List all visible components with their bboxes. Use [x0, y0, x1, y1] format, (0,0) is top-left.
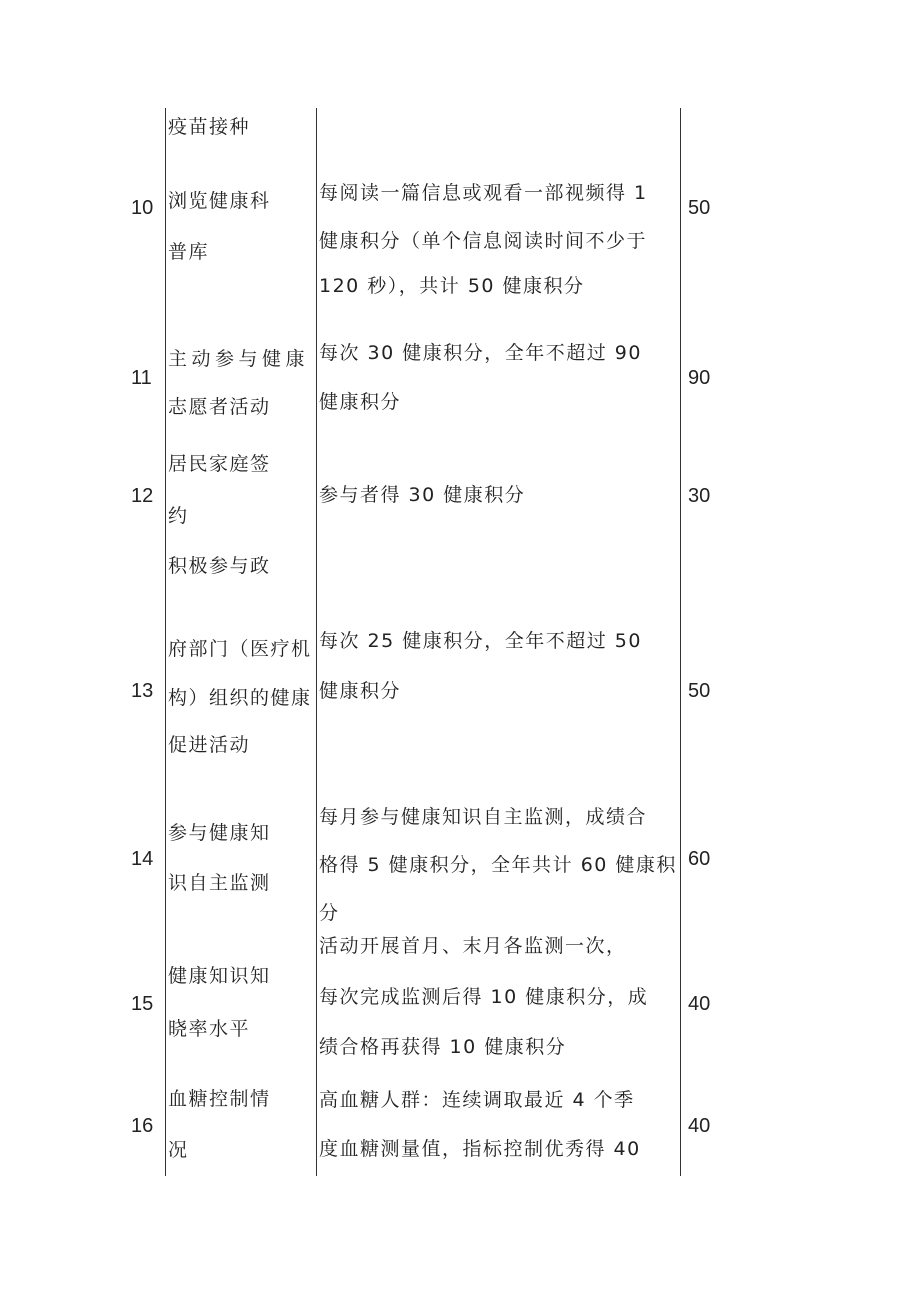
- row-points: 40: [688, 1115, 711, 1137]
- row-item-line: 府部门（医疗机: [168, 638, 312, 660]
- row-desc-line: 高血糖人群：连续调取最近 4 个季: [319, 1089, 635, 1111]
- column-divider-2: [316, 108, 317, 1176]
- row-number: 16: [131, 1115, 154, 1137]
- row-points: 30: [688, 485, 711, 507]
- row-item-line: 构）组织的健康: [168, 687, 312, 709]
- row-number: 15: [131, 993, 154, 1015]
- row-desc-line: 每次 30 健康积分，全年不超过 90: [319, 342, 642, 364]
- row-desc-line: 每月参与健康知识自主监测，成绩合: [319, 806, 648, 828]
- row-item-line: 况: [168, 1139, 189, 1161]
- row-item-line: 志愿者活动: [168, 396, 271, 418]
- row-item-line: 血糖控制情: [168, 1088, 271, 1110]
- row-number: 14: [131, 848, 154, 870]
- row-item-line: 识自主监测: [168, 872, 271, 894]
- row-desc-line: 每次 25 健康积分，全年不超过 50: [319, 630, 642, 652]
- row-item-line: 积极参与政: [168, 555, 271, 577]
- row-item-line: 浏览健康科: [168, 190, 271, 212]
- row-item-line: 居民家庭签: [168, 453, 271, 475]
- row-desc-line: 健康积分: [319, 680, 402, 702]
- row-desc-line: 每次完成监测后得 10 健康积分，成: [319, 986, 649, 1008]
- row-points: 60: [688, 848, 711, 870]
- row-points: 50: [688, 197, 711, 219]
- row-number: 12: [131, 485, 154, 507]
- row-item-line: 普库: [168, 241, 210, 263]
- row-desc-line: 格得 5 健康积分，全年共计 60 健康积: [319, 854, 677, 876]
- row-item-line: 参与健康知: [168, 822, 271, 844]
- row-desc-line: 参与者得 30 健康积分: [319, 484, 526, 506]
- row-item-line: 主动参与健康: [168, 348, 310, 370]
- row-desc-line: 健康积分（单个信息阅读时间不少于: [319, 230, 648, 252]
- row-item-line: 健康知识知: [168, 965, 271, 987]
- row-desc-line: 健康积分: [319, 391, 402, 413]
- row-points: 90: [688, 367, 711, 389]
- row-desc-line: 120 秒），共计 50 健康积分: [319, 275, 585, 297]
- row-number: 13: [131, 680, 154, 702]
- row-desc-line: 活动开展首月、末月各监测一次，: [319, 935, 627, 957]
- row-desc-line: 每阅读一篇信息或观看一部视频得 1: [319, 182, 648, 204]
- row-desc-line: 度血糖测量值，指标控制优秀得 40: [319, 1138, 641, 1160]
- row-item-line: 促进活动: [168, 734, 251, 756]
- column-divider-1: [165, 108, 166, 1176]
- row-item-line: 疫苗接种: [168, 116, 251, 138]
- row-desc-line: 分: [319, 902, 340, 924]
- row-number: 10: [131, 197, 154, 219]
- row-points: 50: [688, 680, 711, 702]
- row-item-line: 约: [168, 505, 189, 527]
- column-divider-3: [680, 108, 681, 1176]
- row-desc-line: 绩合格再获得 10 健康积分: [319, 1036, 567, 1058]
- row-points: 40: [688, 993, 711, 1015]
- row-item-line: 晓率水平: [168, 1018, 251, 1040]
- row-number: 11: [131, 367, 152, 389]
